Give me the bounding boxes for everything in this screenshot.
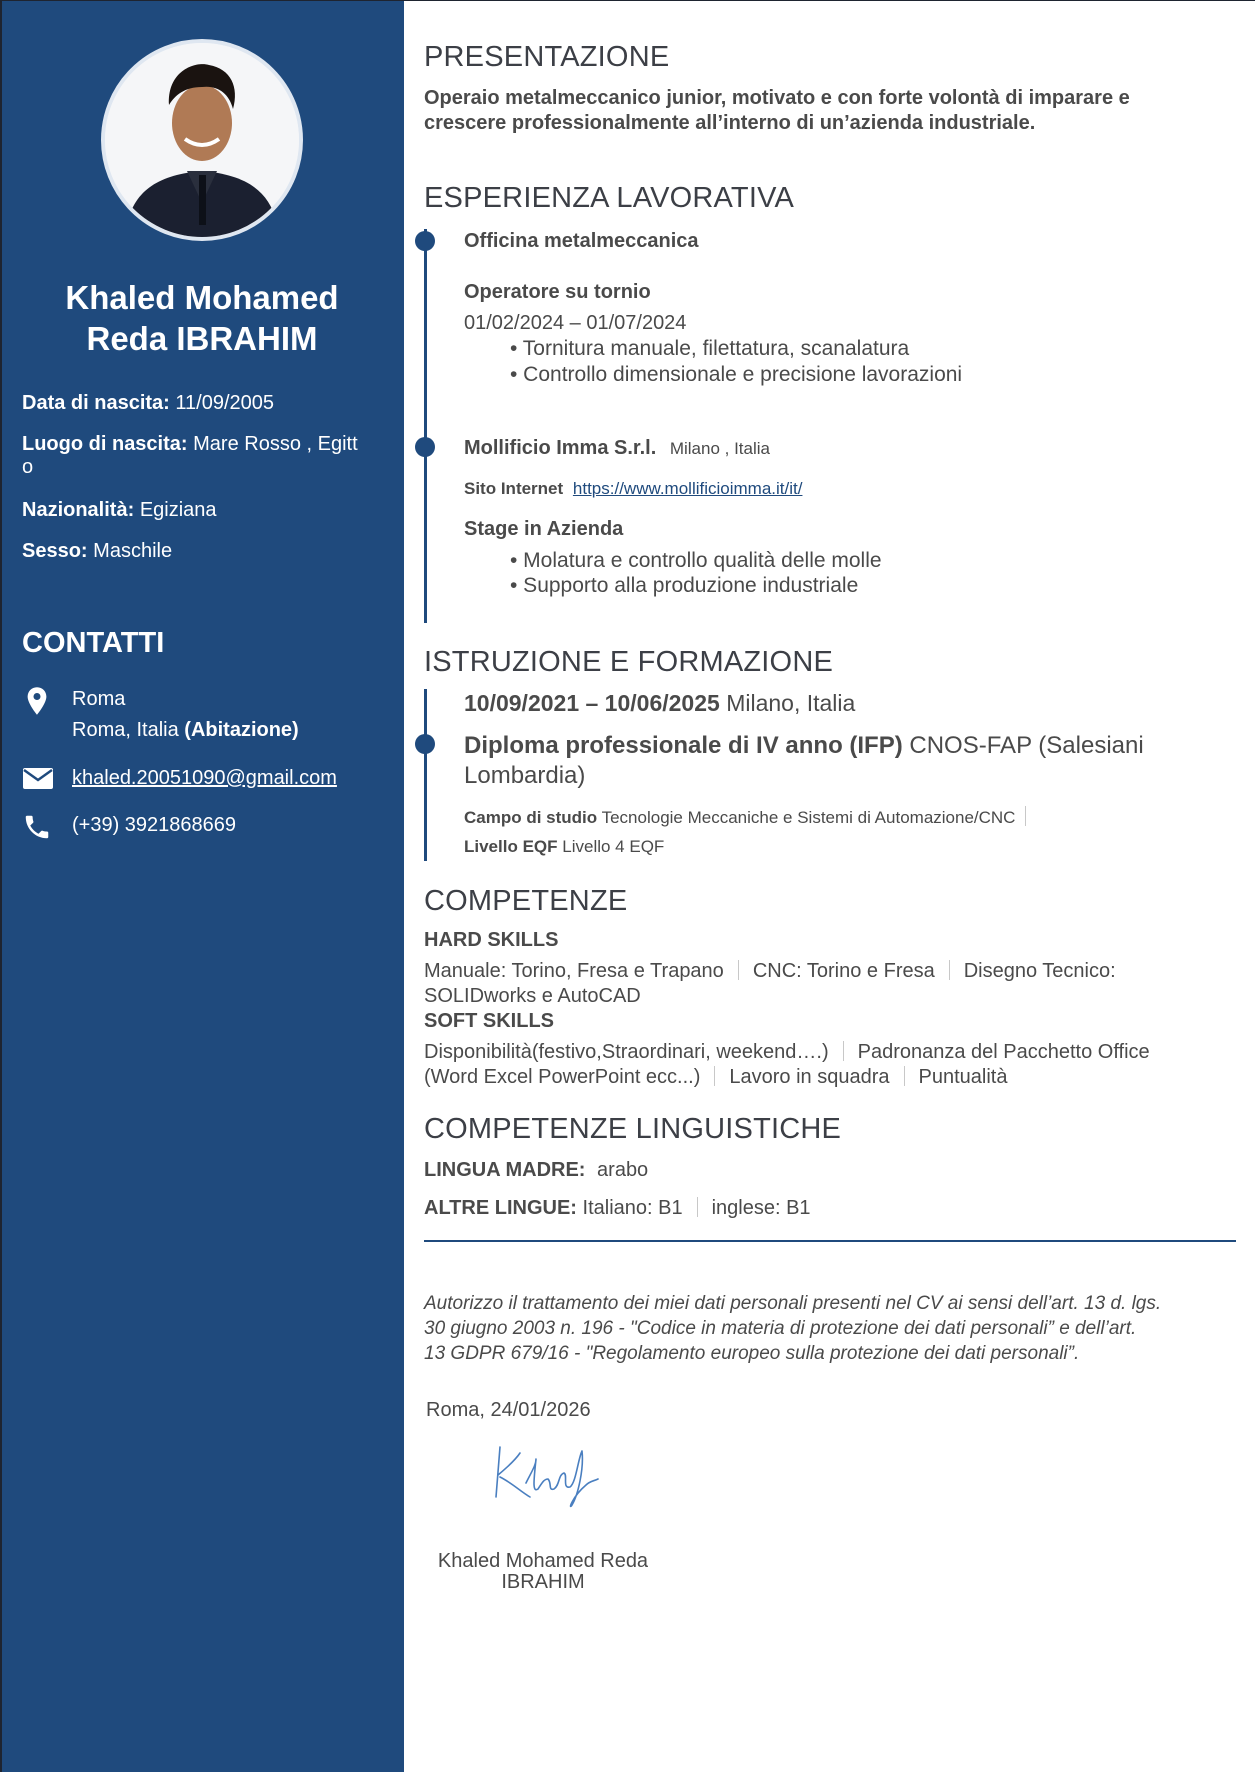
website-label: Sito Internet [464,479,564,498]
presentation-text [424,86,1130,136]
birth-date-row [22,392,382,415]
job-location: Milano , Italia [669,439,770,458]
nationality-value: Egiziana [139,499,217,521]
eqf-value: Livello 4 EQF [562,837,665,856]
signature [490,1439,600,1519]
signer-name-line1: Khaled Mohamed Reda [437,1550,649,1572]
education-dates-row [464,690,855,717]
mother-tongue-label: LINGUA MADRE: [424,1159,586,1181]
education-degree-row [464,731,1224,791]
phone-number: (+39) 3921868669 [72,814,237,836]
profile-photo [101,39,303,241]
hard-skill: CNC: Torino e Fresa [752,960,935,982]
sex-value: Maschile [93,540,173,562]
soft-skill: Puntualità [918,1066,1008,1088]
presentation-title: PRESENTAZIONE [424,41,670,73]
soft-skills-title: SOFT SKILLS [424,1010,554,1032]
hard-skill: Manuale: Torino, Fresa e Trapano [424,960,724,982]
hard-skill: Disegno Tecnico: [963,960,1116,982]
timeline-dot [415,734,435,754]
soft-skill: Padronanza del Pacchetto Office [857,1041,1150,1063]
location-pin-icon [22,686,56,716]
place-date: Roma, 24/01/2026 [426,1399,591,1421]
birth-date-label: Data di nascita: [22,392,170,414]
job-bullet: • Tornitura manuale, filettatura, scanalatura [510,337,910,360]
education-timeline [424,689,427,861]
eqf-row [464,837,664,857]
handwritten-signature-icon [490,1439,600,1519]
birth-date-value: 11/09/2005 [175,392,275,414]
study-field-label: Campo di studio [464,808,598,827]
job-role: Operatore su tornio [464,281,651,303]
study-field: Tecnologie Meccaniche e Sistemi di Automazione/CNC [601,808,1016,827]
address-text [72,684,392,746]
other-languages-row [424,1197,811,1220]
address-line1: Roma [72,688,126,710]
degree-name: Diploma professionale di IV anno (IFP) [464,732,903,759]
eqf-label: Livello EQF [464,837,558,856]
education-dates: 10/09/2021 – 10/06/2025 [464,690,720,716]
full-name-line1: Khaled Mohamed [65,279,339,316]
nationality-row [22,499,382,522]
hard-skill: SOLIDworks e AutoCAD [424,985,641,1007]
job-bullet: • Molatura e controllo qualità delle molle [510,549,882,572]
job-bullet: • Supporto alla produzione industriale [510,574,859,597]
full-name [22,277,382,359]
consent-line3: 13 GDPR 679/16 - "Regolamento europeo sulla protezione dei dati personali”. [424,1343,1080,1364]
presentation-line2: crescere professionalmente all’interno di un’azienda industriale. [424,112,1036,134]
institution-cont: Lombardia) [464,762,586,789]
job-role: Stage in Azienda [464,518,624,540]
job-company: Mollificio Imma S.r.l. [464,437,657,459]
languages-title: COMPETENZE LINGUISTICHE [424,1113,842,1145]
birth-place-label: Luogo di nascita: [22,433,188,455]
sex-label: Sesso: [22,540,88,562]
job-bullet: • Controllo dimensionale e precisione lavorazioni [510,363,963,386]
other-languages-label: ALTRE LINGUE: [424,1197,577,1219]
cv-page [2,1,1255,1772]
sex-row [22,540,382,563]
birth-place-row [22,433,382,479]
person-portrait-icon [105,43,299,237]
soft-skill: Lavoro in squadra [729,1066,890,1088]
mother-tongue-row [424,1159,648,1182]
email-link[interactable]: khaled.20051090@gmail.com [72,767,337,789]
education-location: Milano, Italia [726,690,856,716]
hard-skills-title: HARD SKILLS [424,929,559,951]
hard-skills-list [424,959,1224,1009]
consent-text [424,1291,1236,1366]
soft-skill: (Word Excel PowerPoint ecc...) [424,1066,701,1088]
full-name-line2: Reda IBRAHIM [86,320,318,357]
institution: CNOS-FAP (Salesiani [909,732,1144,759]
experience-title: ESPERIENZA LAVORATIVA [424,182,795,214]
presentation-line1: Operaio metalmeccanico junior, motivato e con forte volontà di imparare e [424,87,1130,109]
job-company: Officina metalmeccanica [464,230,699,252]
experience-timeline [424,229,427,623]
consent-line2: 30 giugno 2003 n. 196 - "Codice in materia di protezione dei dati personali” e dell’art. [424,1318,1137,1339]
skills-title: COMPETENZE [424,885,628,917]
phone-icon [22,812,56,842]
job-company-row [464,437,770,460]
job-dates: 01/02/2024 – 01/07/2024 [464,312,687,334]
contacts-title: CONTATTI [22,627,165,659]
nationality-label: Nazionalità: [22,499,135,521]
address-line2: Roma, Italia (Abitazione) [72,719,299,741]
website-link[interactable]: https://www.mollificioimma.it/it/ [572,479,803,498]
soft-skills-list [424,1040,1234,1090]
signer-name [428,1551,658,1593]
signer-name-line2: IBRAHIM [501,1571,585,1593]
soft-skill: Disponibilità(festivo,Straordinari, weekend….) [424,1041,829,1063]
other-language: inglese: B1 [711,1197,811,1219]
birth-place-value: Mare Rosso , Egitt [193,433,358,455]
education-title: ISTRUZIONE E FORMAZIONE [424,646,833,678]
envelope-icon [22,765,56,795]
study-field-row [464,806,1040,828]
other-language: Italiano: B1 [582,1197,683,1219]
mother-tongue: arabo [597,1159,649,1181]
timeline-dot [415,231,435,251]
divider [424,1240,1236,1242]
website-row [464,479,802,499]
sidebar [2,1,404,1772]
consent-line1: Autorizzo il trattamento dei miei dati personali presenti nel CV ai sensi dell’art. 13 d. lgs. [424,1293,1162,1314]
timeline-dot [415,437,435,457]
birth-place-value-cont: o [22,456,34,478]
address-type: (Abitazione) [184,719,299,741]
